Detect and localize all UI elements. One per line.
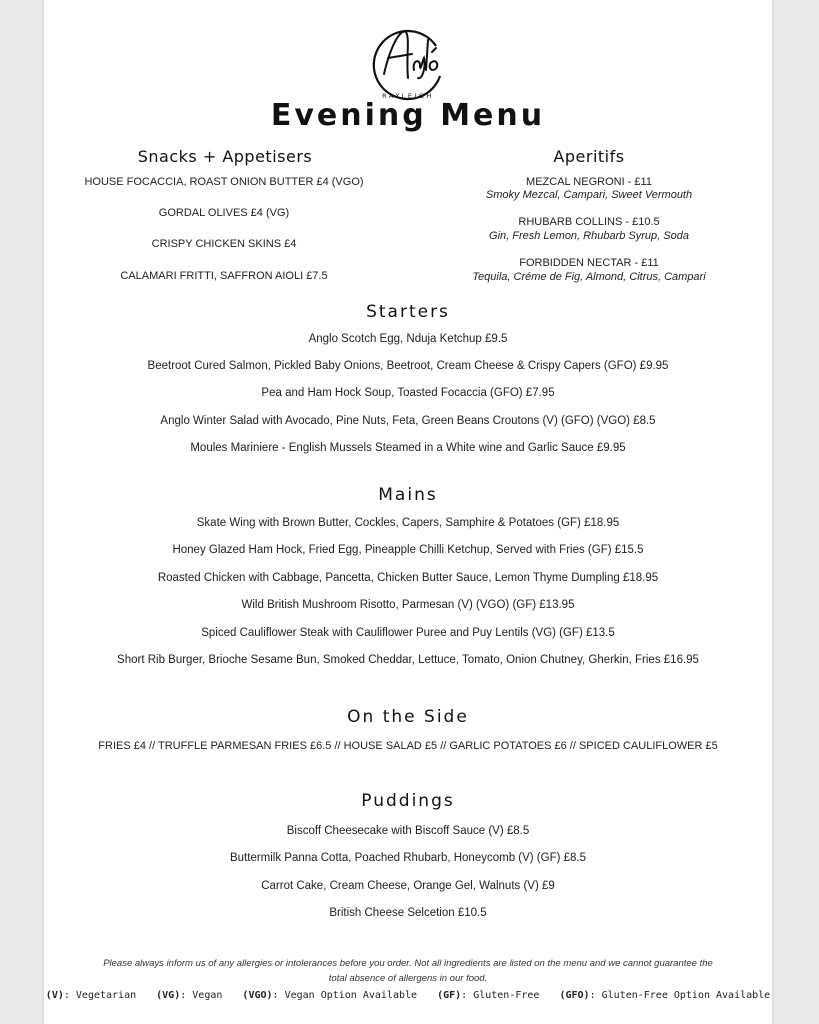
pudding-item: British Cheese Selcetion £10.5 bbox=[329, 907, 487, 919]
snacks-heading: Snacks + Appetisers bbox=[137, 147, 313, 166]
main-item: Honey Glazed Ham Hock, Fried Egg, Pineapple Chilli Ketchup, Served with Fries (GF) £15.5 bbox=[172, 544, 644, 556]
aperitif-name: RHUBARB COLLINS - £10.5 bbox=[518, 216, 660, 228]
pudding-item: Buttermilk Panna Cotta, Poached Rhubarb, Honeycomb (V) (GF) £8.5 bbox=[229, 852, 587, 864]
menu-title: Evening Menu bbox=[270, 98, 546, 133]
main-item: Roasted Chicken with Cabbage, Pancetta, Chicken Butter Sauce, Lemon Thyme Dumpling £18.95 bbox=[157, 572, 659, 584]
snack-item: HOUSE FOCACCIA, ROAST ONION BUTTER £4 (VGO) bbox=[84, 176, 364, 188]
sides-heading: On the Side bbox=[347, 707, 469, 727]
svg-text:RAYLEIGH: RAYLEIGH bbox=[382, 92, 434, 100]
starters-heading: Starters bbox=[366, 302, 450, 322]
legend-label: : Vegetarian bbox=[63, 990, 137, 1001]
snack-item: CALAMARI FRITTI, SAFFRON AIOLI £7.5 bbox=[120, 270, 328, 282]
starter-item: Anglo Winter Salad with Avocado, Pine Nuts, Feta, Green Beans Croutons (V) (GFO) (VGO) £8.5 bbox=[160, 415, 656, 427]
main-item: Wild British Mushroom Risotto, Parmesan (V) (VGO) (GF) £13.95 bbox=[241, 599, 575, 611]
legend-label: : Vegan bbox=[180, 990, 223, 1001]
starter-item: Moules Mariniere - English Mussels Steamed in a White wine and Garlic Sauce £9.95 bbox=[190, 442, 626, 454]
starter-item: Pea and Ham Hock Soup, Toasted Focaccia (GFO) £7.95 bbox=[261, 387, 555, 399]
aperitifs-heading: Aperitifs bbox=[553, 147, 625, 166]
sides-line: FRIES £4 // TRUFFLE PARMESAN FRIES £6.5 // HOUSE SALAD £5 // GARLIC POTATOES £6 // SPICED CAULIFLOWER £5 bbox=[98, 740, 718, 752]
legend-label: : Gluten-Free bbox=[461, 990, 540, 1001]
legend-code: (GFO) bbox=[559, 990, 590, 1001]
snack-item: GORDAL OLIVES £4 (VG) bbox=[158, 207, 290, 219]
legend-code: (GF) bbox=[437, 990, 462, 1001]
legend-code: (VG) bbox=[156, 990, 181, 1001]
logo-mark bbox=[366, 18, 450, 102]
main-item: Spiced Cauliflower Steak with Cauliflower Puree and Puy Lentils (VG) (GF) £13.5 bbox=[201, 627, 615, 639]
aperitif-name: FORBIDDEN NECTAR - £11 bbox=[519, 257, 659, 269]
allergy-note bbox=[44, 956, 772, 986]
legend-code: (V) bbox=[45, 990, 64, 1001]
mains-heading: Mains bbox=[378, 485, 438, 505]
starter-item: Anglo Scotch Egg, Nduja Ketchup £9.5 bbox=[308, 333, 508, 345]
menu-page bbox=[44, 0, 772, 1024]
puddings-heading: Puddings bbox=[361, 791, 455, 811]
aperitif-description: Tequila, Créme de Fig, Almond, Citrus, Campari bbox=[472, 271, 706, 283]
legend-code: (VGO) bbox=[242, 990, 273, 1001]
starter-item: Beetroot Cured Salmon, Pickled Baby Onions, Beetroot, Cream Cheese & Crispy Capers (GFO) £9.95 bbox=[147, 360, 669, 372]
pudding-item: Carrot Cake, Cream Cheese, Orange Gel, Walnuts (V) £9 bbox=[261, 880, 555, 892]
aperitif-description: Smoky Mezcal, Campari, Sweet Vermouth bbox=[485, 189, 693, 201]
dietary-legend bbox=[44, 990, 772, 1001]
allergy-note-line: total absence of allergens in our food. bbox=[328, 973, 488, 984]
legend-label: : Gluten-Free Option Available bbox=[589, 990, 771, 1001]
pudding-item: Biscoff Cheesecake with Biscoff Sauce (V) £8.5 bbox=[286, 825, 530, 837]
anglo-logo bbox=[366, 18, 450, 102]
legend-label: : Vegan Option Available bbox=[272, 990, 418, 1001]
aperitif-name: MEZCAL NEGRONI - £11 bbox=[526, 176, 652, 188]
allergy-note-line: Please always inform us of any allergies or intolerances before you order. Not all ingredients are listed on the menu and we cannot guarantee the bbox=[103, 958, 713, 969]
aperitif-description: Gin, Fresh Lemon, Rhubarb Syrup, Soda bbox=[489, 230, 689, 242]
main-item: Skate Wing with Brown Butter, Cockles, Capers, Samphire & Potatoes (GF) £18.95 bbox=[196, 517, 620, 529]
snack-item: CRISPY CHICKEN SKINS £4 bbox=[151, 238, 297, 250]
main-item: Short Rib Burger, Brioche Sesame Bun, Smoked Cheddar, Lettuce, Tomato, Onion Chutney, Gherkin, Fries £16.95 bbox=[117, 654, 699, 666]
